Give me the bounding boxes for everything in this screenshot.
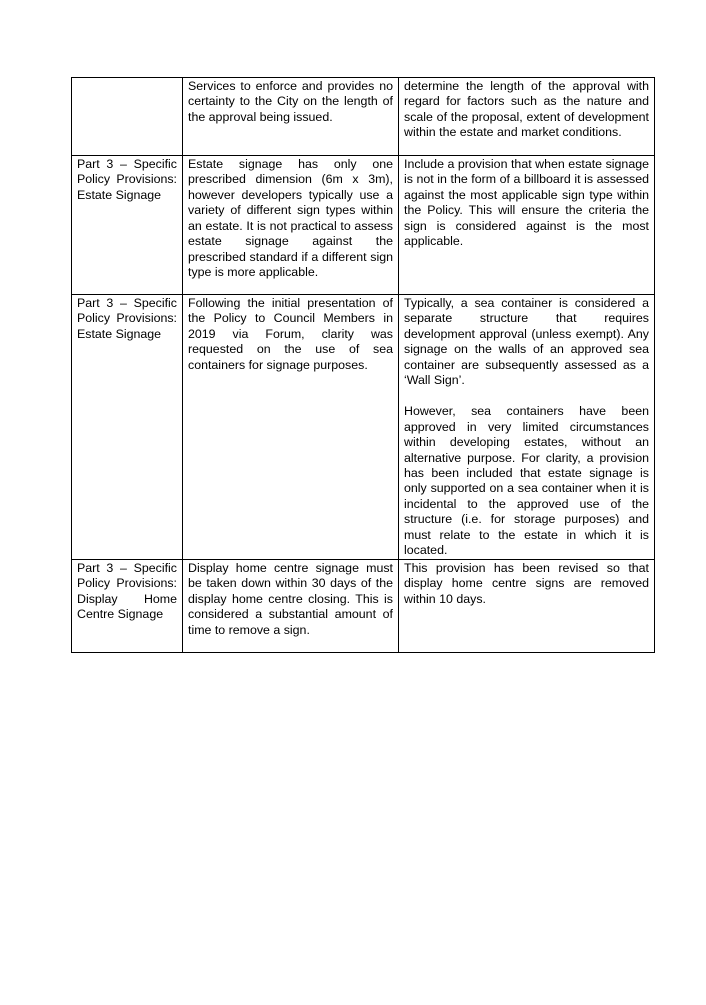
section-cell: Part 3 – Specific Policy Provisions: Estate Signage — [72, 295, 183, 560]
issue-cell: Display home centre signage must be taken down within 30 days of the display home centre closing. This is considered a substantial amount of time to remove a sign. — [183, 559, 399, 652]
policy-review-table — [71, 77, 655, 653]
response-cell — [399, 156, 655, 295]
section-cell — [72, 78, 183, 156]
table-row — [72, 559, 655, 652]
issue-cell: Following the initial presentation of the Policy to Council Members in 2019 via Forum, clarity was requested on the use of sea containers for signage purposes. — [183, 295, 399, 560]
response-paragraph: However, sea containers have been approved in very limited circumstances within developing estates, without an alternative purpose. For clarity, a provision has been included that estate signage is only supported on a sea container when it is incidental to the approved use of the structure (i.e. for storage purposes) and must relate to the estate in which it is located. — [404, 404, 649, 558]
response-paragraph: Include a provision that when estate signage is not in the form of a billboard it is assessed against the most applicable sign type within the Policy. This will ensure the criteria the sign is considered against is the most applicable. — [404, 157, 649, 249]
response-cell — [399, 78, 655, 156]
response-cell — [399, 559, 655, 652]
section-cell: Part 3 – Specific Policy Provisions: Display Home Centre Signage — [72, 559, 183, 652]
table-row — [72, 78, 655, 156]
issue-cell: Services to enforce and provides no certainty to the City on the length of the approval being issued. — [183, 78, 399, 156]
response-paragraph: determine the length of the approval with regard for factors such as the nature and scale of the proposal, extent of development within the estate and market conditions. — [404, 79, 649, 140]
response-paragraph: Typically, a sea container is considered a separate structure that requires development approval (unless exempt). Any signage on the walls of an approved sea container are subsequently assessed as a ‘Wall Sign’. — [404, 296, 649, 388]
section-cell: Part 3 – Specific Policy Provisions: Estate Signage — [72, 156, 183, 295]
issue-cell: Estate signage has only one prescribed dimension (6m x 3m), however developers typically use a variety of different sign types within an estate. It is not practical to assess estate signage against the prescribed standard if a different sign type is more applicable. — [183, 156, 399, 295]
table-row — [72, 295, 655, 560]
response-paragraph: This provision has been revised so that display home centre signs are removed within 10 days. — [404, 560, 649, 606]
table-row — [72, 156, 655, 295]
response-cell — [399, 295, 655, 560]
